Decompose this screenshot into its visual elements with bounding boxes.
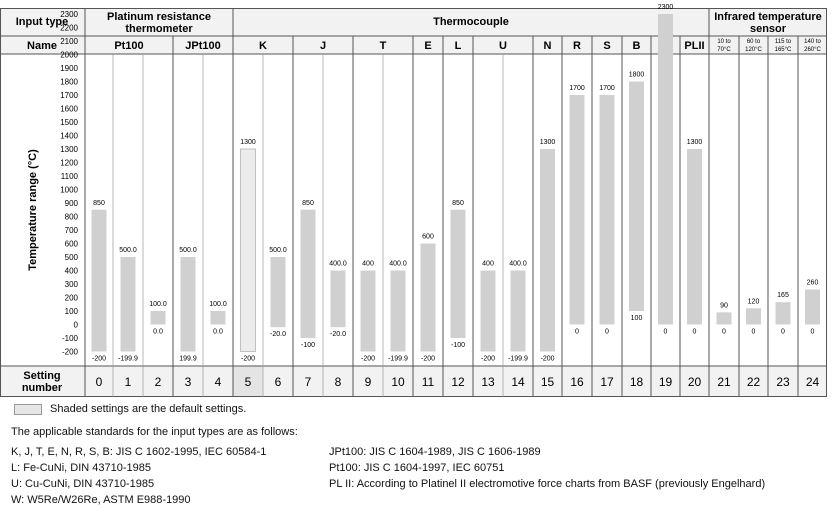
setting-number: 16 — [570, 375, 584, 389]
setting-number-label: Setting number — [21, 370, 63, 394]
y-tick-label: 700 — [64, 226, 78, 235]
y-tick-label: 800 — [64, 212, 78, 222]
name-label-ir: 115 to 165°C — [774, 39, 792, 53]
setting-number: 18 — [629, 375, 644, 389]
y-tick-label: 400 — [64, 266, 78, 276]
bar-low-label: -200 — [91, 355, 107, 363]
bar-high-label: 400.0 — [329, 260, 347, 268]
note-line: Pt100: JIS C 1604-1997, IEC 60751 — [329, 462, 505, 474]
y-tick-label: 2200 — [60, 23, 78, 33]
name-label-t: T — [379, 40, 387, 52]
group-label-infrared: Infrared temperature sensor — [714, 11, 822, 35]
setting-number: 11 — [421, 375, 435, 389]
setting-number: 12 — [451, 375, 465, 389]
setting-number: 4 — [214, 375, 222, 389]
setting-number: 1 — [124, 375, 132, 389]
range-bar — [540, 149, 555, 352]
bar-low-label: -20.0 — [270, 331, 286, 339]
group-label-platinum: Platinum resistance thermometer — [107, 11, 211, 35]
group-label-thermocouple: Thermocouple — [433, 16, 509, 28]
bar-high-label: 165 — [777, 292, 789, 300]
y-tick-label: 1900 — [60, 64, 78, 73]
range-bar — [181, 257, 196, 351]
bar-low-label: 0 — [692, 328, 697, 336]
bar-low-label: 0 — [663, 328, 668, 336]
y-tick-label: 0 — [73, 320, 78, 330]
range-bar — [776, 302, 791, 324]
name-label-jpt100: JPt100 — [185, 40, 221, 52]
bar-low-label: 0.0 — [153, 328, 163, 336]
y-tick-label: 2100 — [60, 37, 78, 46]
bar-low-label: -200 — [240, 355, 256, 363]
name-label-pt100: Pt100 — [114, 40, 144, 52]
name-label-b: B — [632, 40, 641, 52]
bar-high-label: 1300 — [686, 139, 703, 146]
setting-number: 17 — [600, 375, 614, 389]
bar-low-label: -100 — [300, 342, 316, 349]
input-type-label: Input type — [15, 16, 69, 28]
note-line: K, J, T, E, N, R, S, B: JIS C 1602-1995, IEC 60584-1 — [11, 446, 267, 458]
y-tick-label: 1300 — [60, 145, 78, 154]
bar-high-label: 400 — [482, 260, 494, 268]
setting-number: 3 — [184, 375, 192, 389]
bar-low-label: -199.9 — [508, 355, 528, 363]
bar-high-label: 850 — [93, 199, 105, 207]
bar-high-label: 500.0 — [269, 247, 287, 254]
name-label-u: U — [499, 40, 507, 52]
range-bar — [151, 311, 166, 325]
legend-swatch — [14, 404, 42, 415]
bar-high-label: 100.0 — [149, 301, 167, 308]
bar-low-label: -200 — [420, 355, 436, 363]
setting-number: 19 — [658, 375, 673, 389]
range-bar — [600, 95, 615, 325]
setting-number: 14 — [511, 375, 525, 389]
range-bar — [421, 244, 436, 352]
bar-high-label: 120 — [747, 298, 760, 306]
name-label-j: J — [319, 40, 327, 52]
range-bar — [717, 312, 732, 324]
range-bar — [92, 210, 107, 352]
range-bar — [511, 271, 526, 352]
note-line: L: Fe-CuNi, DIN 43710-1985 — [11, 462, 152, 474]
setting-number: 6 — [274, 375, 282, 389]
bar-high-label: 260 — [806, 279, 819, 287]
bar-high-label: 1300 — [539, 139, 556, 146]
y-tick-label: 1700 — [60, 91, 78, 100]
y-tick-label: 600 — [64, 239, 78, 249]
name-label-ir: 60 to 120°C — [745, 39, 762, 53]
y-tick-label: -100 — [61, 334, 78, 343]
bar-low-label: 0 — [751, 328, 756, 336]
notes-left-column — [11, 444, 329, 508]
bar-low-label: 199.9 — [179, 355, 197, 363]
bar-low-label: 100 — [630, 315, 643, 322]
name-label-l: L — [454, 40, 462, 52]
bar-low-label: -200 — [540, 355, 555, 363]
bar-low-label: -20.0 — [330, 331, 346, 339]
range-bar — [241, 149, 256, 352]
range-bar — [391, 271, 406, 352]
setting-number: 10 — [391, 375, 405, 389]
bar-high-label: 2300 — [657, 4, 674, 11]
bar-high-label: 850 — [452, 199, 464, 207]
name-label: Name — [27, 40, 57, 52]
setting-number: 15 — [540, 375, 555, 389]
y-tick-label: 900 — [64, 199, 78, 208]
bar-high-label: 1700 — [599, 85, 615, 92]
notes-right-column — [329, 444, 765, 508]
name-label-s: S — [603, 40, 611, 52]
legend-text: Shaded settings are the default settings. — [50, 403, 247, 415]
range-bar — [658, 14, 673, 325]
setting-number: 13 — [481, 375, 495, 389]
bar-high-label: 500.0 — [179, 247, 197, 254]
standards-notes — [11, 424, 821, 508]
range-bar — [271, 257, 286, 327]
bar-low-label: -100 — [450, 342, 466, 349]
y-tick-label: 500 — [64, 253, 78, 262]
bar-low-label: 0 — [810, 328, 815, 336]
bar-low-label: -200 — [360, 355, 376, 363]
bar-low-label: -199.9 — [388, 355, 408, 363]
range-bar — [746, 308, 761, 324]
y-tick-label: 1000 — [60, 185, 78, 195]
bar-high-label: 1700 — [569, 85, 585, 92]
note-line: PL II: According to Platinel II electromotive force charts from BASF (previously Engelhard) — [329, 478, 766, 490]
note-line: JPt100: JIS C 1604-1989, JIS C 1606-1989 — [329, 446, 541, 458]
name-label-ir: 10 to 70°C — [717, 39, 731, 53]
range-bar — [301, 210, 316, 338]
name-label-ir: 140 to 260°C — [804, 39, 821, 53]
range-bar — [805, 289, 820, 324]
bar-low-label: 0 — [575, 328, 579, 336]
bar-low-label: 0 — [722, 328, 726, 336]
y-tick-label: 1200 — [60, 158, 78, 168]
setting-number: 22 — [746, 375, 761, 389]
setting-number: 23 — [776, 375, 790, 389]
bar-high-label: 850 — [302, 199, 314, 207]
name-label-r: R — [573, 40, 581, 52]
setting-number: 24 — [805, 375, 820, 389]
name-label-k: K — [259, 40, 267, 52]
y-tick-label: 1600 — [60, 104, 78, 114]
bar-low-label: 0 — [605, 328, 609, 336]
bar-high-label: 1800 — [628, 71, 645, 79]
bar-low-label: -199.9 — [118, 355, 138, 363]
bar-high-label: 600 — [422, 233, 434, 241]
bar-high-label: 1300 — [240, 139, 256, 146]
y-tick-label: -200 — [61, 347, 78, 357]
range-bar — [361, 271, 376, 352]
y-tick-label: 2000 — [60, 50, 78, 60]
setting-number: 8 — [334, 375, 342, 389]
y-tick-label: 1100 — [60, 172, 78, 181]
y-tick-label: 1500 — [60, 118, 78, 127]
range-bar — [629, 82, 644, 312]
note-line: U: Cu-CuNi, DIN 43710-1985 — [11, 478, 155, 490]
bar-high-label: 400.0 — [389, 260, 407, 268]
note-line: W: W5Re/W26Re, ASTM E988-1990 — [11, 494, 191, 506]
bar-low-label: 0 — [781, 328, 785, 336]
range-bar — [121, 257, 136, 351]
setting-number: 0 — [95, 375, 103, 389]
range-bar — [451, 210, 466, 338]
range-bar — [211, 311, 226, 325]
y-tick-label: 1400 — [60, 131, 78, 141]
bar-high-label: 90 — [720, 302, 728, 310]
setting-number: 20 — [687, 375, 702, 389]
setting-number: 7 — [304, 375, 312, 389]
y-axis-label: Temperature range (°C) — [27, 149, 39, 271]
bar-high-label: 400 — [362, 260, 374, 268]
y-tick-label: 1800 — [60, 77, 78, 87]
bar-high-label: 100.0 — [209, 301, 227, 308]
setting-number: 5 — [244, 375, 252, 389]
bar-low-label: -200 — [480, 355, 496, 363]
range-bar — [687, 149, 702, 325]
bar-high-label: 500.0 — [119, 247, 137, 254]
range-bar — [570, 95, 585, 325]
bar-low-label: 0.0 — [213, 328, 223, 336]
range-bar — [331, 271, 346, 328]
range-bar — [481, 271, 496, 352]
name-label-plii: PLII — [684, 40, 705, 52]
y-tick-label: 100 — [64, 307, 78, 316]
setting-number: 21 — [717, 375, 731, 389]
y-tick-label: 300 — [64, 280, 78, 289]
legend — [14, 403, 246, 415]
name-label-n: N — [543, 40, 552, 52]
y-tick-label: 2300 — [60, 10, 78, 19]
y-tick-label: 200 — [64, 293, 78, 303]
setting-number: 2 — [154, 375, 162, 389]
notes-intro: The applicable standards for the input types are as follows: — [11, 426, 298, 438]
bar-high-label: 400.0 — [509, 260, 527, 268]
name-label-e: E — [424, 40, 432, 52]
setting-number: 9 — [364, 375, 372, 389]
